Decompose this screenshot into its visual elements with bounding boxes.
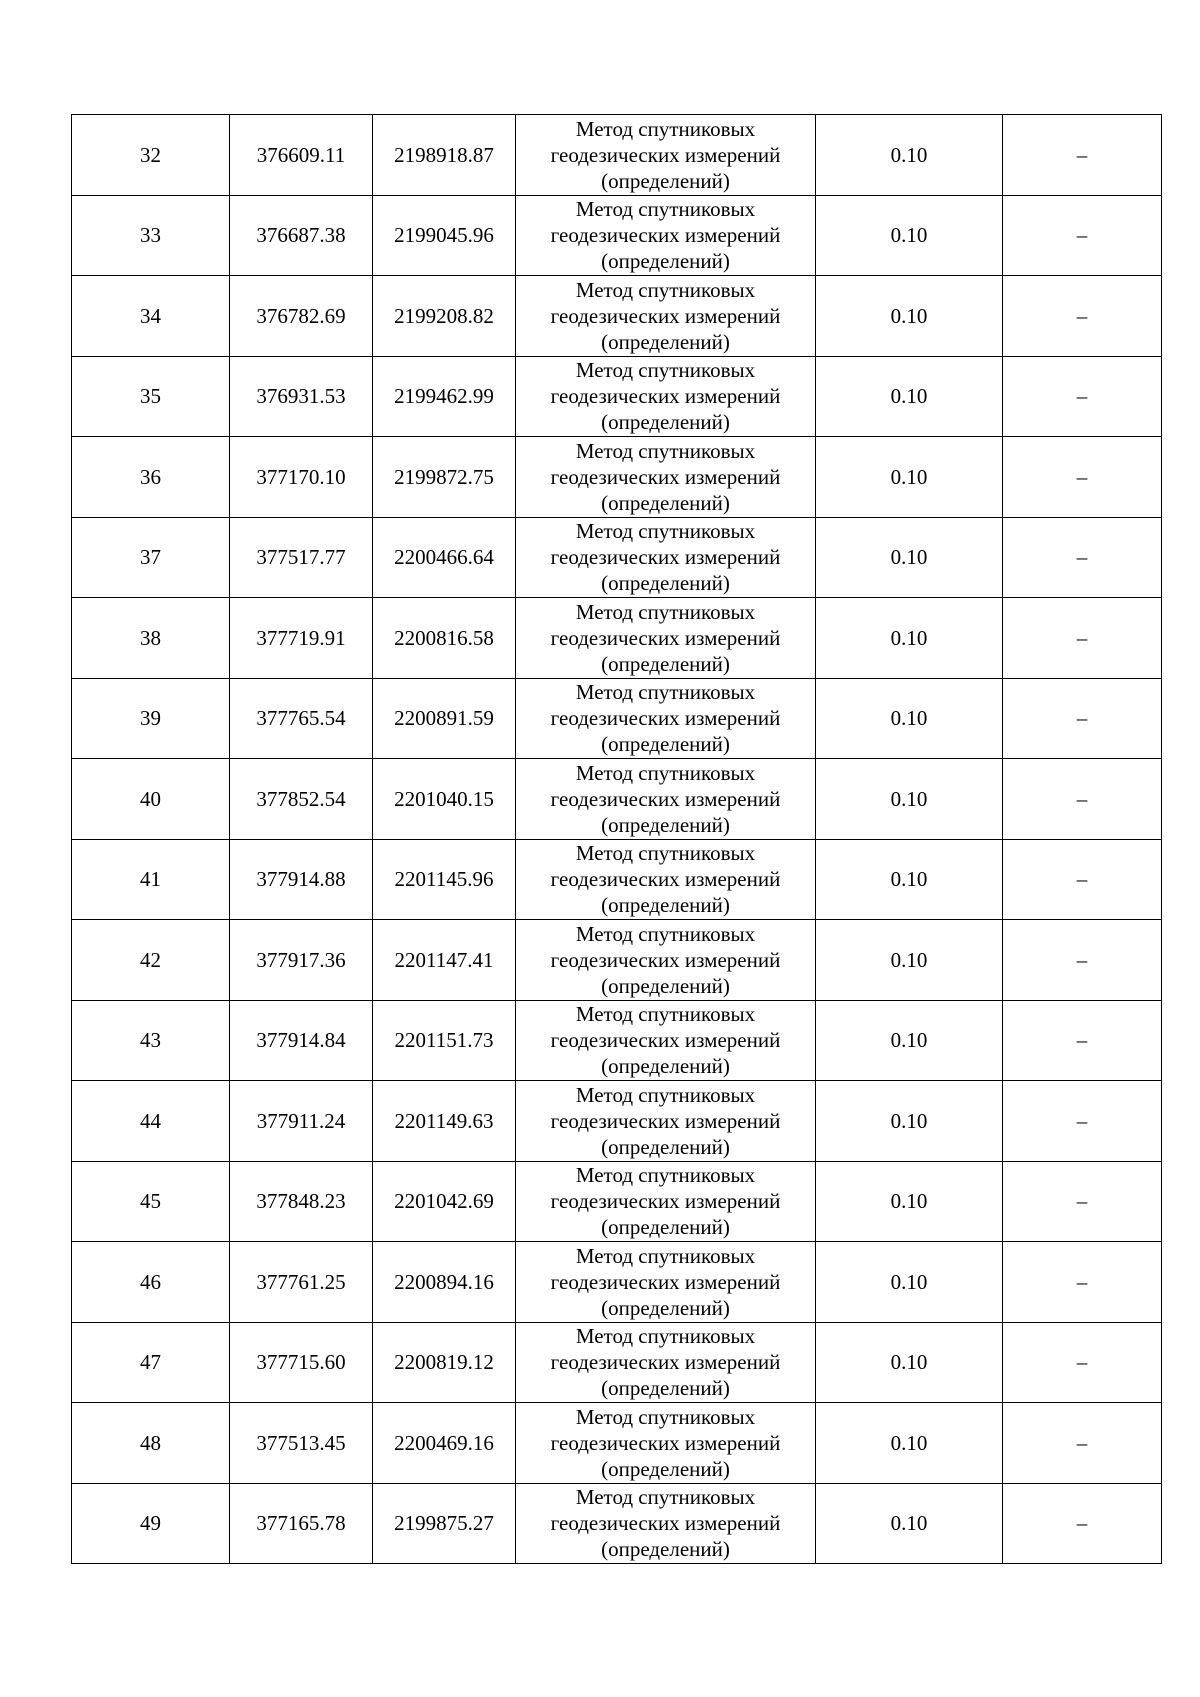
accuracy-cell: 0.10 — [816, 598, 1003, 679]
table-row — [72, 195, 1162, 276]
method-line: геодезических измерений — [550, 223, 781, 248]
note-cell: – — [1003, 1161, 1162, 1242]
note-cell: – — [1003, 1081, 1162, 1162]
y-coordinate-cell: 2201042.69 — [373, 1161, 516, 1242]
y-coordinate-cell: 2200819.12 — [373, 1322, 516, 1403]
note-cell: – — [1003, 1242, 1162, 1323]
method-cell — [516, 195, 816, 276]
method-line: (определений) — [601, 1215, 730, 1240]
point-number-cell: 44 — [72, 1081, 230, 1162]
method-line: геодезических измерений — [550, 1108, 781, 1133]
method-line: (определений) — [601, 1295, 730, 1320]
method-cell — [516, 1000, 816, 1081]
method-line: Метод спутниковых — [575, 1163, 756, 1188]
method-line: (определений) — [601, 329, 730, 354]
method-cell — [516, 598, 816, 679]
point-number-cell: 39 — [72, 678, 230, 759]
table-row — [72, 920, 1162, 1001]
method-line: геодезических измерений — [550, 867, 781, 892]
y-coordinate-cell: 2199208.82 — [373, 276, 516, 357]
note-cell: – — [1003, 920, 1162, 1001]
method-line: (определений) — [601, 1456, 730, 1481]
y-coordinate-cell: 2200816.58 — [373, 598, 516, 679]
point-number-cell: 35 — [72, 356, 230, 437]
y-coordinate-cell: 2199045.96 — [373, 195, 516, 276]
method-line: (определений) — [601, 732, 730, 757]
table-row — [72, 115, 1162, 196]
method-line: Метод спутниковых — [575, 1404, 756, 1429]
method-cell — [516, 839, 816, 920]
y-coordinate-cell: 2199875.27 — [373, 1483, 516, 1564]
method-line: Метод спутниковых — [575, 438, 756, 463]
point-number-cell: 43 — [72, 1000, 230, 1081]
x-coordinate-cell: 377914.88 — [230, 839, 373, 920]
method-line: (определений) — [601, 1054, 730, 1079]
y-coordinate-cell: 2198918.87 — [373, 115, 516, 196]
note-cell: – — [1003, 195, 1162, 276]
table-row — [72, 356, 1162, 437]
method-line: геодезических измерений — [550, 1430, 781, 1455]
x-coordinate-cell: 377517.77 — [230, 517, 373, 598]
y-coordinate-cell: 2200891.59 — [373, 678, 516, 759]
method-cell — [516, 1403, 816, 1484]
note-cell: – — [1003, 1483, 1162, 1564]
y-coordinate-cell: 2200466.64 — [373, 517, 516, 598]
x-coordinate-cell: 377761.25 — [230, 1242, 373, 1323]
table-row — [72, 839, 1162, 920]
accuracy-cell: 0.10 — [816, 1161, 1003, 1242]
method-line: Метод спутниковых — [575, 1082, 756, 1107]
accuracy-cell: 0.10 — [816, 1000, 1003, 1081]
method-line: Метод спутниковых — [575, 1243, 756, 1268]
method-line: геодезических измерений — [550, 142, 781, 167]
point-number-cell: 41 — [72, 839, 230, 920]
point-number-cell: 47 — [72, 1322, 230, 1403]
point-number-cell: 36 — [72, 437, 230, 518]
x-coordinate-cell: 376931.53 — [230, 356, 373, 437]
method-line: Метод спутниковых — [575, 1324, 756, 1349]
accuracy-cell: 0.10 — [816, 356, 1003, 437]
x-coordinate-cell: 377852.54 — [230, 759, 373, 840]
method-line: (определений) — [601, 490, 730, 515]
table-row — [72, 598, 1162, 679]
method-line: геодезических измерений — [550, 1511, 781, 1536]
x-coordinate-cell: 376609.11 — [230, 115, 373, 196]
x-coordinate-cell: 377765.54 — [230, 678, 373, 759]
note-cell: – — [1003, 115, 1162, 196]
accuracy-cell: 0.10 — [816, 276, 1003, 357]
method-cell — [516, 759, 816, 840]
method-cell — [516, 115, 816, 196]
note-cell: – — [1003, 1403, 1162, 1484]
accuracy-cell: 0.10 — [816, 1483, 1003, 1564]
method-line: геодезических измерений — [550, 545, 781, 570]
method-line: Метод спутниковых — [575, 277, 756, 302]
x-coordinate-cell: 377914.84 — [230, 1000, 373, 1081]
x-coordinate-cell: 377715.60 — [230, 1322, 373, 1403]
method-line: геодезических измерений — [550, 1189, 781, 1214]
accuracy-cell: 0.10 — [816, 437, 1003, 518]
method-line: геодезических измерений — [550, 625, 781, 650]
table-row — [72, 678, 1162, 759]
method-line: Метод спутниковых — [575, 116, 756, 141]
method-line: (определений) — [601, 651, 730, 676]
method-line: (определений) — [601, 973, 730, 998]
accuracy-cell: 0.10 — [816, 759, 1003, 840]
method-line: (определений) — [601, 812, 730, 837]
point-number-cell: 45 — [72, 1161, 230, 1242]
y-coordinate-cell: 2200469.16 — [373, 1403, 516, 1484]
accuracy-cell: 0.10 — [816, 195, 1003, 276]
point-number-cell: 42 — [72, 920, 230, 1001]
method-cell — [516, 276, 816, 357]
method-line: (определений) — [601, 571, 730, 596]
x-coordinate-cell: 377170.10 — [230, 437, 373, 518]
table-row — [72, 759, 1162, 840]
method-line: (определений) — [601, 168, 730, 193]
table-row — [72, 1322, 1162, 1403]
y-coordinate-cell: 2200894.16 — [373, 1242, 516, 1323]
note-cell: – — [1003, 1322, 1162, 1403]
x-coordinate-cell: 376687.38 — [230, 195, 373, 276]
table-row — [72, 1081, 1162, 1162]
method-line: Метод спутниковых — [575, 680, 756, 705]
method-cell — [516, 678, 816, 759]
method-cell — [516, 517, 816, 598]
note-cell: – — [1003, 276, 1162, 357]
method-cell — [516, 920, 816, 1001]
method-line: (определений) — [601, 249, 730, 274]
accuracy-cell: 0.10 — [816, 517, 1003, 598]
table-row — [72, 517, 1162, 598]
method-line: Метод спутниковых — [575, 921, 756, 946]
x-coordinate-cell: 377848.23 — [230, 1161, 373, 1242]
method-line: Метод спутниковых — [575, 197, 756, 222]
note-cell: – — [1003, 759, 1162, 840]
method-cell — [516, 356, 816, 437]
method-line: (определений) — [601, 1537, 730, 1562]
note-cell: – — [1003, 356, 1162, 437]
point-number-cell: 49 — [72, 1483, 230, 1564]
y-coordinate-cell: 2201147.41 — [373, 920, 516, 1001]
table-row — [72, 1000, 1162, 1081]
table-row — [72, 1161, 1162, 1242]
method-line: геодезических измерений — [550, 384, 781, 409]
method-line: (определений) — [601, 1134, 730, 1159]
method-cell — [516, 1161, 816, 1242]
note-cell: – — [1003, 437, 1162, 518]
y-coordinate-cell: 2199462.99 — [373, 356, 516, 437]
method-line: (определений) — [601, 410, 730, 435]
accuracy-cell: 0.10 — [816, 1242, 1003, 1323]
coordinates-table-body — [72, 115, 1162, 1564]
method-line: геодезических измерений — [550, 706, 781, 731]
method-line: геодезических измерений — [550, 1028, 781, 1053]
x-coordinate-cell: 377719.91 — [230, 598, 373, 679]
method-line: (определений) — [601, 893, 730, 918]
accuracy-cell: 0.10 — [816, 1322, 1003, 1403]
method-line: геодезических измерений — [550, 947, 781, 972]
method-line: геодезических измерений — [550, 1269, 781, 1294]
point-number-cell: 37 — [72, 517, 230, 598]
note-cell: – — [1003, 598, 1162, 679]
y-coordinate-cell: 2201151.73 — [373, 1000, 516, 1081]
note-cell: – — [1003, 678, 1162, 759]
y-coordinate-cell: 2199872.75 — [373, 437, 516, 518]
x-coordinate-cell: 377165.78 — [230, 1483, 373, 1564]
table-row — [72, 437, 1162, 518]
point-number-cell: 32 — [72, 115, 230, 196]
method-cell — [516, 437, 816, 518]
point-number-cell: 46 — [72, 1242, 230, 1323]
table-row — [72, 1403, 1162, 1484]
note-cell: – — [1003, 1000, 1162, 1081]
method-line: Метод спутниковых — [575, 1485, 756, 1510]
method-line: геодезических измерений — [550, 303, 781, 328]
x-coordinate-cell: 377513.45 — [230, 1403, 373, 1484]
note-cell: – — [1003, 839, 1162, 920]
method-cell — [516, 1483, 816, 1564]
table-row — [72, 276, 1162, 357]
method-line: Метод спутниковых — [575, 358, 756, 383]
method-line: геодезических измерений — [550, 1350, 781, 1375]
method-line: геодезических измерений — [550, 464, 781, 489]
method-cell — [516, 1242, 816, 1323]
point-number-cell: 34 — [72, 276, 230, 357]
note-cell: – — [1003, 517, 1162, 598]
x-coordinate-cell: 376782.69 — [230, 276, 373, 357]
method-line: геодезических измерений — [550, 786, 781, 811]
x-coordinate-cell: 377911.24 — [230, 1081, 373, 1162]
accuracy-cell: 0.10 — [816, 920, 1003, 1001]
coordinates-table — [71, 114, 1162, 1564]
accuracy-cell: 0.10 — [816, 839, 1003, 920]
point-number-cell: 33 — [72, 195, 230, 276]
method-cell — [516, 1322, 816, 1403]
method-line: Метод спутниковых — [575, 519, 756, 544]
y-coordinate-cell: 2201149.63 — [373, 1081, 516, 1162]
method-line: Метод спутниковых — [575, 841, 756, 866]
method-line: (определений) — [601, 1376, 730, 1401]
method-line: Метод спутниковых — [575, 1002, 756, 1027]
point-number-cell: 48 — [72, 1403, 230, 1484]
y-coordinate-cell: 2201145.96 — [373, 839, 516, 920]
table-row — [72, 1483, 1162, 1564]
y-coordinate-cell: 2201040.15 — [373, 759, 516, 840]
method-cell — [516, 1081, 816, 1162]
method-line: Метод спутниковых — [575, 760, 756, 785]
accuracy-cell: 0.10 — [816, 678, 1003, 759]
accuracy-cell: 0.10 — [816, 1403, 1003, 1484]
table-row — [72, 1242, 1162, 1323]
accuracy-cell: 0.10 — [816, 1081, 1003, 1162]
method-line: Метод спутниковых — [575, 599, 756, 624]
accuracy-cell: 0.10 — [816, 115, 1003, 196]
point-number-cell: 40 — [72, 759, 230, 840]
point-number-cell: 38 — [72, 598, 230, 679]
x-coordinate-cell: 377917.36 — [230, 920, 373, 1001]
